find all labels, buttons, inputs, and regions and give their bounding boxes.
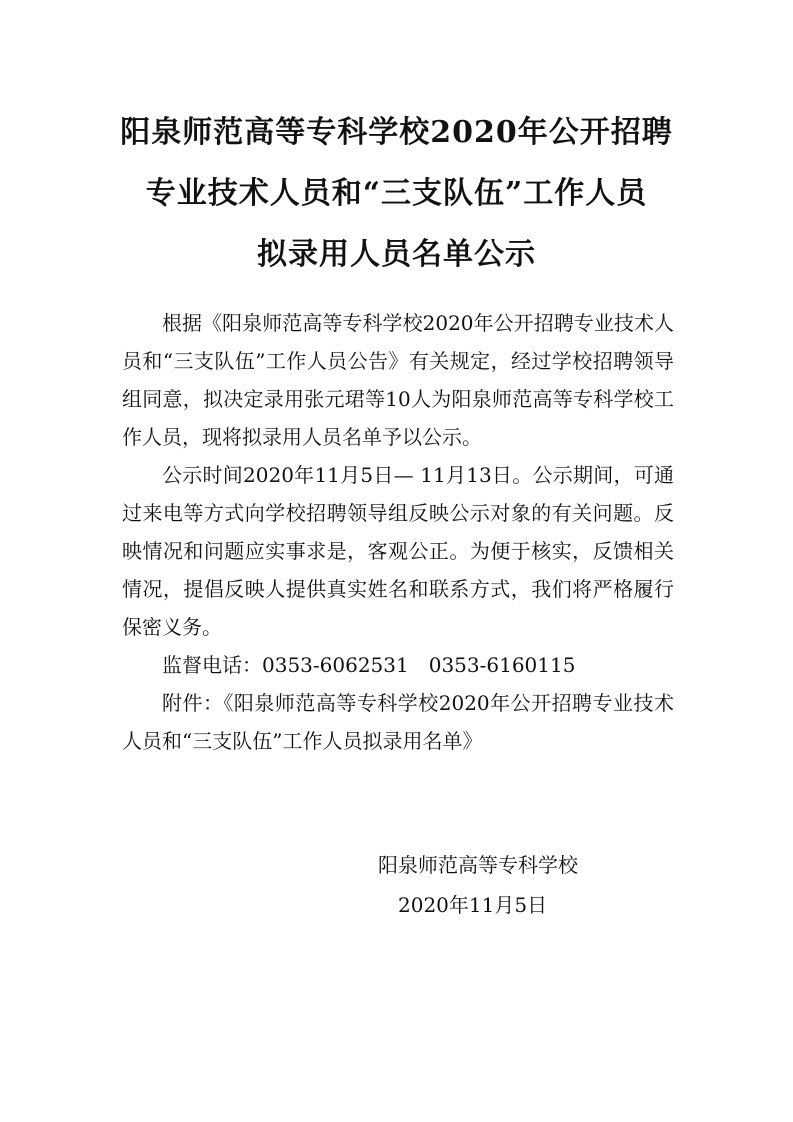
document-body: [122, 304, 674, 760]
paragraph-publicity-period: 公示时间2020年11月5日— 11月13日。公示期间，可通过来电等方式向学校招聘领导组反映公示对象的有关问题。反映情况和问题应实事求是，客观公正。为便于核实，反馈相关情况，提倡反映人提供真实姓名和联系方式，我们将严格履行保密义务。: [122, 463, 674, 639]
paragraph-basis: 根据《阳泉师范高等专科学校2020年公开招聘专业技术人员和“三支队伍”工作人员公告》有关规定，经过学校招聘领导组同意，拟决定录用张元珺等10人为阳泉师范高等专科学校工作人员，现将拟录用人员名单予以公示。: [122, 311, 674, 449]
title-line-3: 拟录用人员名单公示: [257, 237, 536, 272]
signature-date: 2020年11月5日: [398, 893, 548, 917]
attachment-note: 附件：《阳泉师范高等专科学校2020年公开招聘专业技术人员和“三支队伍”工作人员拟录用名单》: [122, 691, 674, 753]
signature-organization: 阳泉师范高等专科学校: [378, 853, 578, 877]
title-line-2: 专业技术人员和“三支队伍”工作人员: [145, 176, 648, 211]
document-title: [60, 102, 733, 285]
title-line-1: 阳泉师范高等专科学校2020年公开招聘: [120, 115, 673, 150]
supervision-phone: 监督电话：0353-6062531 0353-6160115: [162, 653, 576, 677]
